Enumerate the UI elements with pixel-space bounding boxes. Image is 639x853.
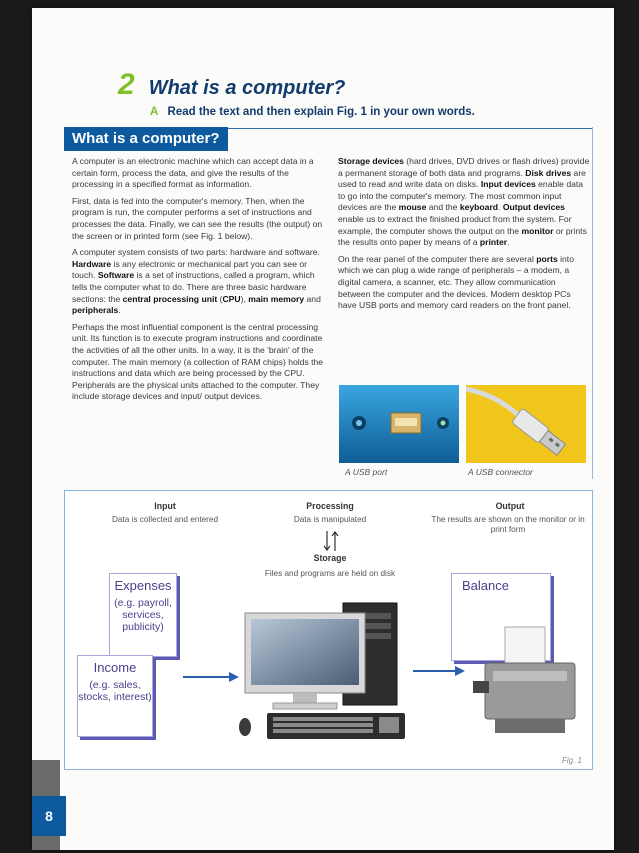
- output-description: The results are shown on the monitor or in print form: [431, 515, 585, 534]
- output-heading: Output: [495, 501, 525, 511]
- text-run: into which we can plug a wide range of peripherals – a modem, a digital camera, a scanner, etc. They allow communication between the computer and the devices. Modern desktop PCs have USB ports and memory card readers on the front panel.: [338, 253, 574, 311]
- paragraph: [338, 254, 590, 312]
- text-run: is a set of instructions, called a program, which tells the computer what to do. There are three basic hardware sections: the: [72, 270, 315, 304]
- usb-connector-caption: A USB connector: [468, 467, 533, 477]
- processing-heading: Processing: [306, 501, 354, 511]
- text-run: .: [507, 237, 510, 248]
- text-run: .: [118, 305, 121, 316]
- text-run: (: [217, 293, 223, 304]
- output-arrow-icon: [411, 663, 467, 679]
- text-run: enable data to go into the computer's memory. The most common input devices are the: [338, 179, 584, 213]
- key-term: CPU: [222, 293, 241, 304]
- text-run: is any electronic or mechanical part you can see or touch.: [72, 258, 308, 281]
- text-run: .: [498, 202, 503, 213]
- key-term: main memory: [248, 293, 305, 304]
- section-number: 2: [118, 68, 135, 101]
- text-run: First, data is fed into the computer's memory. Then, when the program is run, the computer performs a set of instructions and processes the data. Finally, we can see the results (the output) on the screen or in printed form (see Fig. 1 below).: [72, 195, 323, 241]
- key-term: mouse: [398, 202, 427, 213]
- input-arrow-icon: [181, 669, 241, 685]
- processing-storage-arrows-icon: [323, 529, 339, 553]
- input-description: Data is collected and entered: [111, 515, 219, 524]
- usb-port-caption: A USB port: [345, 467, 388, 477]
- expenses-card: [109, 573, 177, 657]
- exercise-letter: A: [150, 106, 159, 118]
- reading-left-column: [72, 156, 328, 408]
- income-title: Income: [93, 660, 137, 675]
- usb-port-photo: [339, 385, 459, 463]
- text-run: ),: [240, 293, 249, 304]
- page-number: 8: [32, 796, 66, 836]
- exercise-text: Read the text and then explain Fig. 1 in your own words.: [167, 106, 475, 118]
- figure-label: Fig. 1: [561, 756, 582, 765]
- reading-box-title: What is a computer?: [64, 127, 228, 151]
- text-run: On the rear panel of the computer there are several: [338, 253, 537, 264]
- section-title: What is a computer?: [148, 77, 346, 99]
- usb-connector-photo: [466, 385, 586, 463]
- storage-heading: Storage: [313, 553, 347, 563]
- exercise-instruction: [150, 106, 475, 118]
- income-detail: (e.g. sales, stocks, interest): [78, 679, 152, 703]
- key-term: Input devices: [480, 179, 536, 190]
- text-run: and: [304, 293, 321, 304]
- text-run: A computer is an electronic machine which can accept data in a certain form, process the data, and give the results of the processing in a specified format as information.: [72, 156, 314, 190]
- key-term: Output devices: [502, 202, 565, 213]
- paragraph: [72, 196, 328, 242]
- paragraph: [72, 156, 328, 191]
- processing-description: Data is manipulated: [293, 515, 367, 524]
- expenses-detail: (e.g. payroll, services, publicity): [114, 597, 172, 633]
- text-run: enable us to extract the finished product from the system. For example, the computer shows the output on the: [338, 213, 572, 236]
- income-card: [77, 655, 153, 737]
- key-term: Disk drives: [525, 167, 572, 178]
- balance-title: Balance: [462, 578, 509, 593]
- input-heading: Input: [154, 501, 176, 511]
- storage-description: Files and programs are held on disk: [264, 569, 396, 578]
- text-run: and the: [426, 202, 460, 213]
- key-term: monitor: [521, 225, 554, 236]
- printer-icon: [471, 623, 583, 743]
- text-run: or prints the results onto paper by means of a: [338, 225, 587, 248]
- key-term: printer: [479, 237, 508, 248]
- key-term: ports: [536, 253, 558, 264]
- expenses-title: Expenses: [114, 578, 172, 593]
- key-term: Hardware: [72, 258, 112, 269]
- fig1-diagram: [64, 490, 593, 770]
- text-run: are used to read and write data on disks.: [338, 167, 586, 190]
- paragraph: [72, 322, 328, 403]
- paragraph: [72, 247, 328, 317]
- section-heading: [118, 68, 345, 102]
- paragraph: [338, 156, 590, 249]
- text-run: Perhaps the most influential component is the central processing unit. Its function is to execute program instructions and coordinate the activities of all the other units. In a way, it is the 'brain' of the computer. The main memory (a collection of RAM chips) holds the instructions and data which are being processed by the CPU. Peripherals are the physical units attached to the computer. They include storage devices and input/ output devices.: [72, 321, 324, 402]
- key-term: peripherals: [72, 305, 119, 316]
- text-run: A computer system consists of two parts: hardware and software.: [72, 247, 320, 258]
- key-term: Storage devices: [338, 156, 404, 166]
- text-run: (hard drives, DVD drives or flash drives) provide a permanent storage of both data and programs.: [338, 156, 590, 178]
- key-term: keyboard: [459, 202, 499, 213]
- key-term: central processing unit: [122, 293, 218, 304]
- key-term: Software: [97, 270, 135, 281]
- reading-right-column: [338, 156, 590, 317]
- desktop-computer-icon: [239, 599, 409, 765]
